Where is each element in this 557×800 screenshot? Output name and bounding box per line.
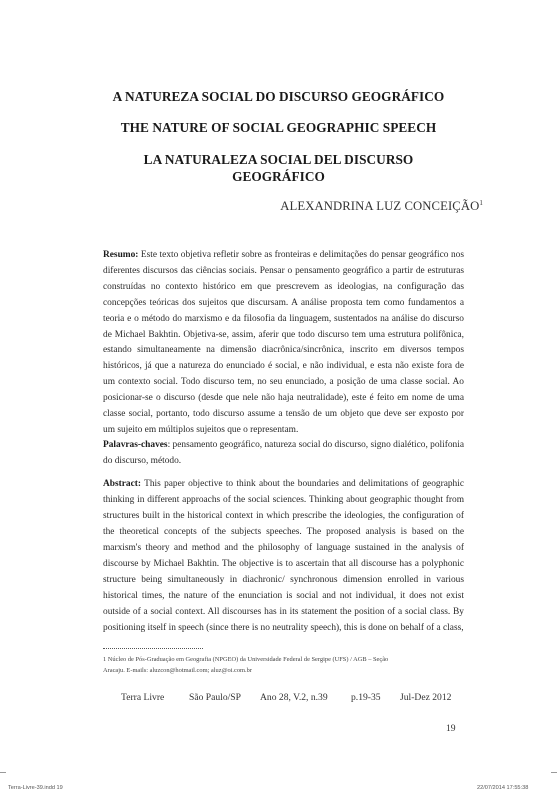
- keywords-text: : pensamento geográfico, natureza social do discurso, signo dialético, polifonia do discurso, método.: [103, 440, 464, 466]
- footer-city: São Paulo/SP: [189, 692, 241, 703]
- footer-journal: Terra Livre: [121, 692, 165, 703]
- page-number: 19: [446, 723, 456, 734]
- author-line: [280, 199, 483, 214]
- keywords-paragraph: [103, 437, 464, 469]
- resumo-label: Resumo:: [103, 250, 139, 260]
- abstract-text: This paper objective to think about the boundaries and delimitations of geographic thinking in different approachs of the social sciences. Thinking about geographic thought from structures built in the historical context in which prescribe the ideologies, the configuration of the theoretical concepts of the subjects speeches. The proposed analysis is based on the marxism's theory and method and the philosophy of language sustained in the analysis of discourse by Michael Bakhtin. The objective is to ascertain that all discourse has a polyphonic structure being simultaneously in diachronic/ synchronous dimension enrolled in various historical times, the nature of the enunciation is social and not individual, it does not exist outside of a social context. All discourses has in its statement the position of a social class. By positioning itself in speech (since there is no neutrality speech), this is done on behalf of a class,: [103, 479, 464, 633]
- print-slug-file: Terra-Livre-39.indd 19: [8, 785, 63, 791]
- crop-mark: [551, 772, 557, 773]
- crop-mark: [0, 772, 6, 773]
- footer-volume: Ano 28, V.2, n.39: [260, 692, 328, 703]
- abstract-label: Abstract:: [103, 479, 142, 489]
- footnote-separator: [103, 648, 203, 649]
- footer-date: Jul-Dez 2012: [400, 692, 452, 703]
- footnote: [103, 655, 464, 676]
- title-spanish-line-2: GEOGRÁFICO: [232, 169, 325, 184]
- author-footnote-mark: 1: [479, 199, 483, 207]
- footer-pages: p.19-35: [351, 692, 381, 703]
- footnote-line-2: Aracaju. E-mails: aluzcon@hotmail.com; aluz@oi.com.br: [103, 666, 252, 674]
- print-slug-timestamp: 22/07/2014 17:55:38: [477, 785, 529, 791]
- resumo-text: Este texto objetiva refletir sobre as fronteiras e delimitações do pensar geográfico nos diferentes discursos das ciências sociais. Pensar o pensamento geográfico a partir de estruturas construídas no contexto histórico em que prescrevem as ideologias, na configuração das concepções teóricas dos sujeitos que discursam. A análise proposta tem como fundamentos a teoria e o método do marxismo e da filosofia da linguagem, sustentados na análise do discurso de Michael Bakhtin. Objetiva-se, assim, aferir que todo discurso tem uma estrutura polifônica, estando simultaneamente na dimensão diacrônica/sincrônica, inscrito em diversos tempos históricos, já que a natureza do enunciado é social, e não individual, e esta não existe fora de um contexto social. Todo discurso tem, no seu enunciado, a posição de uma classe social. Ao posicionar-se o discurso (desde que nele não haja neutralidade), este é feito em nome de uma classe social, portanto, todo discurso assume a tensão de um objeto que deve ser exposto por um sujeito em múltiplos sujeitos que o representam.: [103, 250, 464, 435]
- keywords-label: Palavras-chaves: [103, 440, 168, 450]
- title-english: THE NATURE OF SOCIAL GEOGRAPHIC SPEECH: [120, 120, 437, 135]
- author-name: ALEXANDRINA LUZ CONCEIÇÃO: [280, 199, 480, 213]
- title-spanish-line-1: LA NATURALEZA SOCIAL DEL DISCURSO: [143, 152, 414, 167]
- footnote-line-1: 1 Núcleo de Pós-Graduação em Geografia (NPGEO) da Universidade Federal de Sergipe (UFS) / AGB – Seção: [103, 656, 389, 663]
- resumo-paragraph: [103, 248, 464, 439]
- title-portuguese: A NATUREZA SOCIAL DO DISCURSO GEOGRÁFICO: [112, 89, 445, 104]
- abstract-paragraph: [103, 476, 464, 636]
